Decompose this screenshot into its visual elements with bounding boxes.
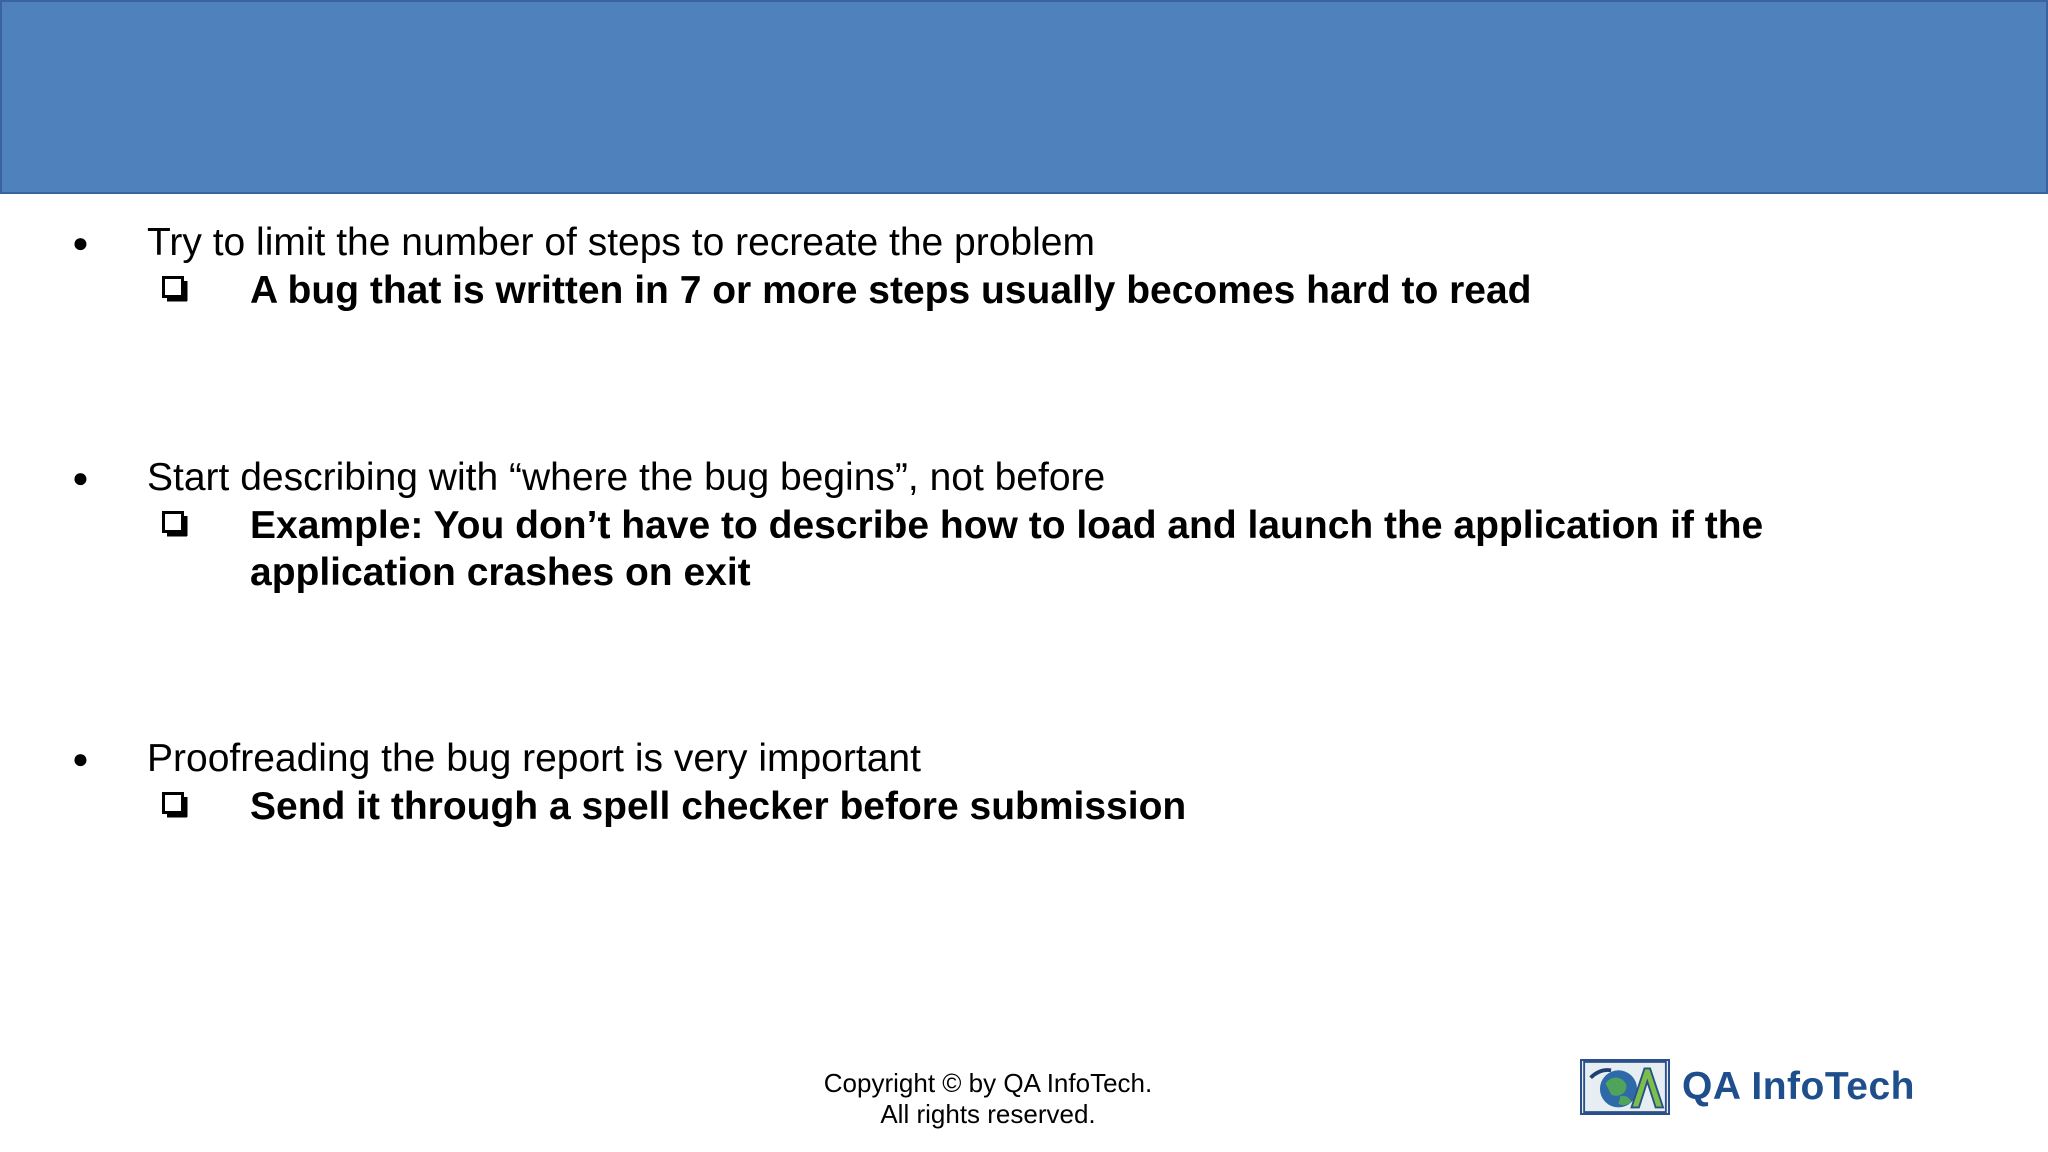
header-bar — [0, 0, 2048, 194]
bullet-dot-icon: ● — [72, 227, 89, 258]
bullet-main — [0, 219, 2048, 267]
globe-logo-icon — [1580, 1059, 1670, 1115]
bullet-text: Try to limit the number of steps to recreate the problem — [147, 221, 1095, 264]
checkbox-square-icon — [162, 792, 188, 818]
bullet-text: Proofreading the bug report is very important — [147, 737, 921, 780]
copyright-notice — [788, 1068, 1188, 1130]
sub-bullet-text: Example: You don’t have to describe how to load and launch the application if the application crashes on exit — [250, 504, 1764, 594]
company-logo — [1580, 1057, 1915, 1117]
bullet-main — [0, 454, 2048, 502]
sub-bullet-text: Send it through a spell checker before submission — [250, 785, 1187, 828]
bullet-main — [0, 735, 2048, 783]
sub-bullet — [0, 783, 2048, 830]
rights-line: All rights reserved. — [880, 1099, 1096, 1129]
sub-bullet — [0, 502, 2048, 596]
bullet-dot-icon: ● — [72, 743, 89, 774]
sub-bullet — [0, 267, 2048, 314]
sub-bullet-text: A bug that is written in 7 or more steps usually becomes hard to read — [250, 269, 1532, 312]
checkbox-square-icon — [162, 511, 188, 537]
bullet-item — [0, 219, 2048, 314]
logo-text: QA InfoTech — [1682, 1065, 1915, 1108]
bullet-text: Start describing with “where the bug begins”, not before — [147, 456, 1106, 499]
bullet-item — [0, 454, 2048, 596]
checkbox-square-icon — [162, 276, 188, 302]
bullet-item — [0, 735, 2048, 830]
bullet-dot-icon: ● — [72, 462, 89, 493]
copyright-line: Copyright © by QA InfoTech. — [823, 1068, 1153, 1098]
